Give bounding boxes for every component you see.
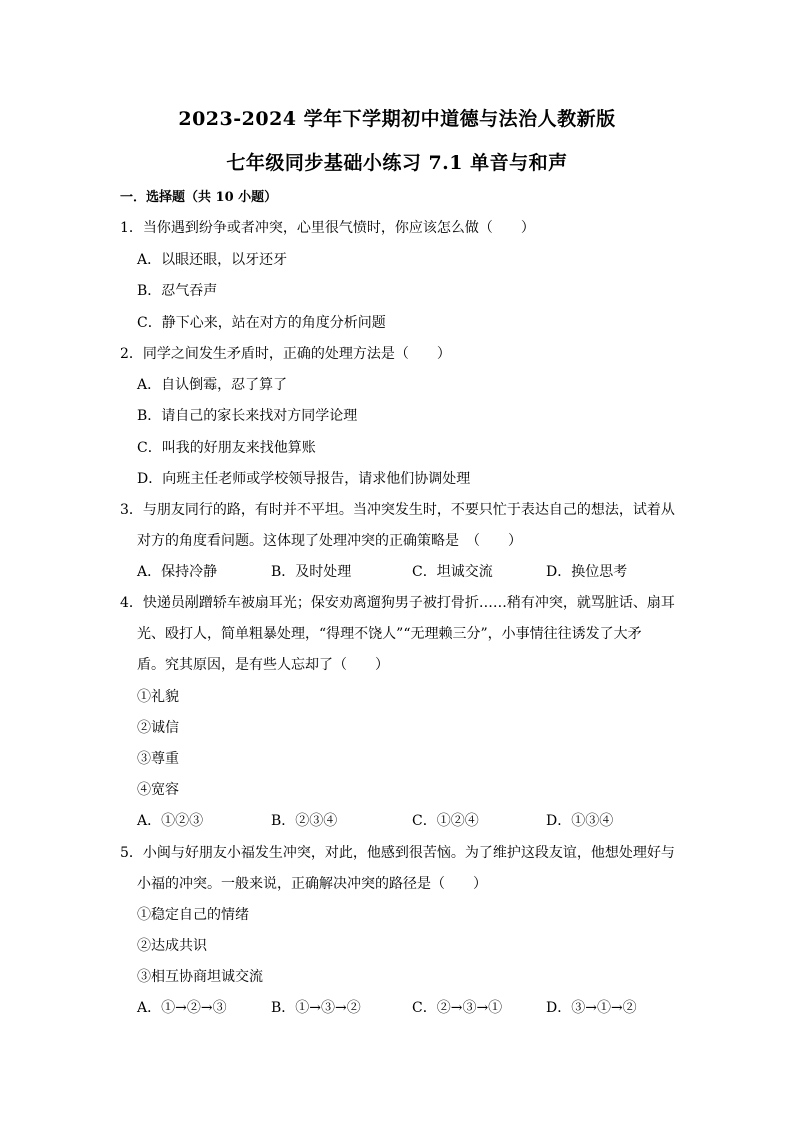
question-3-option-c: C．坦诚交流 <box>412 564 493 580</box>
question-3-stem-line-2: 对方的角度看问题。这体现了处理冲突的正确策略是 （ ） <box>137 533 522 549</box>
question-2-stem: 2．同学之间发生矛盾时，正确的处理方法是（ ） <box>120 346 451 362</box>
question-4-option-d: D．①③④ <box>546 813 614 829</box>
section-heading: 一．选择题（共 10 小题） <box>120 190 278 205</box>
question-1-stem: 1．当你遇到纷争或者冲突，心里很气愤时，你应该怎么做（ ） <box>120 220 535 236</box>
question-1-option-b: B．忍气吞声 <box>137 283 218 299</box>
question-5-item-3: ③相互协商坦诚交流 <box>137 969 263 985</box>
question-4-item-1: ①礼貌 <box>137 689 179 705</box>
question-5-option-c: C．②→③→① <box>412 1000 503 1016</box>
question-3-option-a: A．保持冷静 <box>137 564 218 580</box>
question-4-option-c: C．①②④ <box>412 813 479 829</box>
question-2-option-d: D．向班主任老师或学校领导报告，请求他们协调处理 <box>137 471 471 487</box>
question-4-stem-line-2: 光、殴打人，简单粗暴处理，“得理不饶人”“无理赖三分”，小事情往往诱发了大矛 <box>137 626 642 642</box>
question-1-option-a: A．以眼还眼，以牙还牙 <box>137 252 288 268</box>
question-1-option-c: C．静下心来，站在对方的角度分析问题 <box>137 315 386 331</box>
question-5-item-2: ②达成共识 <box>137 938 207 954</box>
question-5-item-1: ①稳定自己的情绪 <box>137 907 249 923</box>
question-5-option-a: A．①→②→③ <box>137 1000 227 1016</box>
document-title-line-1: 2023-2024 学年下学期初中道德与法治人教新版 <box>178 108 616 130</box>
question-5-stem-line-2: 小福的冲突。一般来说，正确解决冲突的路径是（ ） <box>137 876 487 892</box>
question-4-stem-line-3: 盾。究其原因，是有些人忘却了（ ） <box>137 657 389 673</box>
question-4-stem-line-1: 4．快递员剐蹭轿车被扇耳光；保安劝离遛狗男子被打骨折……稍有冲突，就骂脏话、扇耳 <box>120 595 675 611</box>
question-5-option-d: D．③→①→② <box>546 1000 637 1016</box>
question-4-option-b: B．②③④ <box>271 813 338 829</box>
question-3-option-b: B．及时处理 <box>271 564 352 580</box>
question-5-stem-line-1: 5．小闽与好朋友小福发生冲突，对此，他感到很苦恼。为了维护这段友谊，他想处理好与 <box>120 845 675 861</box>
question-3-stem-line-1: 3．与朋友同行的路，有时并不平坦。当冲突发生时，不要只忙于表达自己的想法，试着从 <box>120 502 675 518</box>
question-4-item-3: ③尊重 <box>137 751 179 767</box>
question-2-option-c: C．叫我的好朋友来找他算账 <box>137 440 316 456</box>
question-4-option-a: A．①②③ <box>137 813 204 829</box>
question-2-option-b: B．请自己的家长来找对方同学论理 <box>137 408 358 424</box>
question-4-item-4: ④宽容 <box>137 782 179 798</box>
question-2-option-a: A．自认倒霉，忍了算了 <box>137 377 288 393</box>
question-3-option-d: D．换位思考 <box>546 564 628 580</box>
question-4-item-2: ②诚信 <box>137 720 179 736</box>
document-title-line-2: 七年级同步基础小练习 7.1 单音与和声 <box>226 152 568 174</box>
question-5-option-b: B．①→③→② <box>271 1000 361 1016</box>
